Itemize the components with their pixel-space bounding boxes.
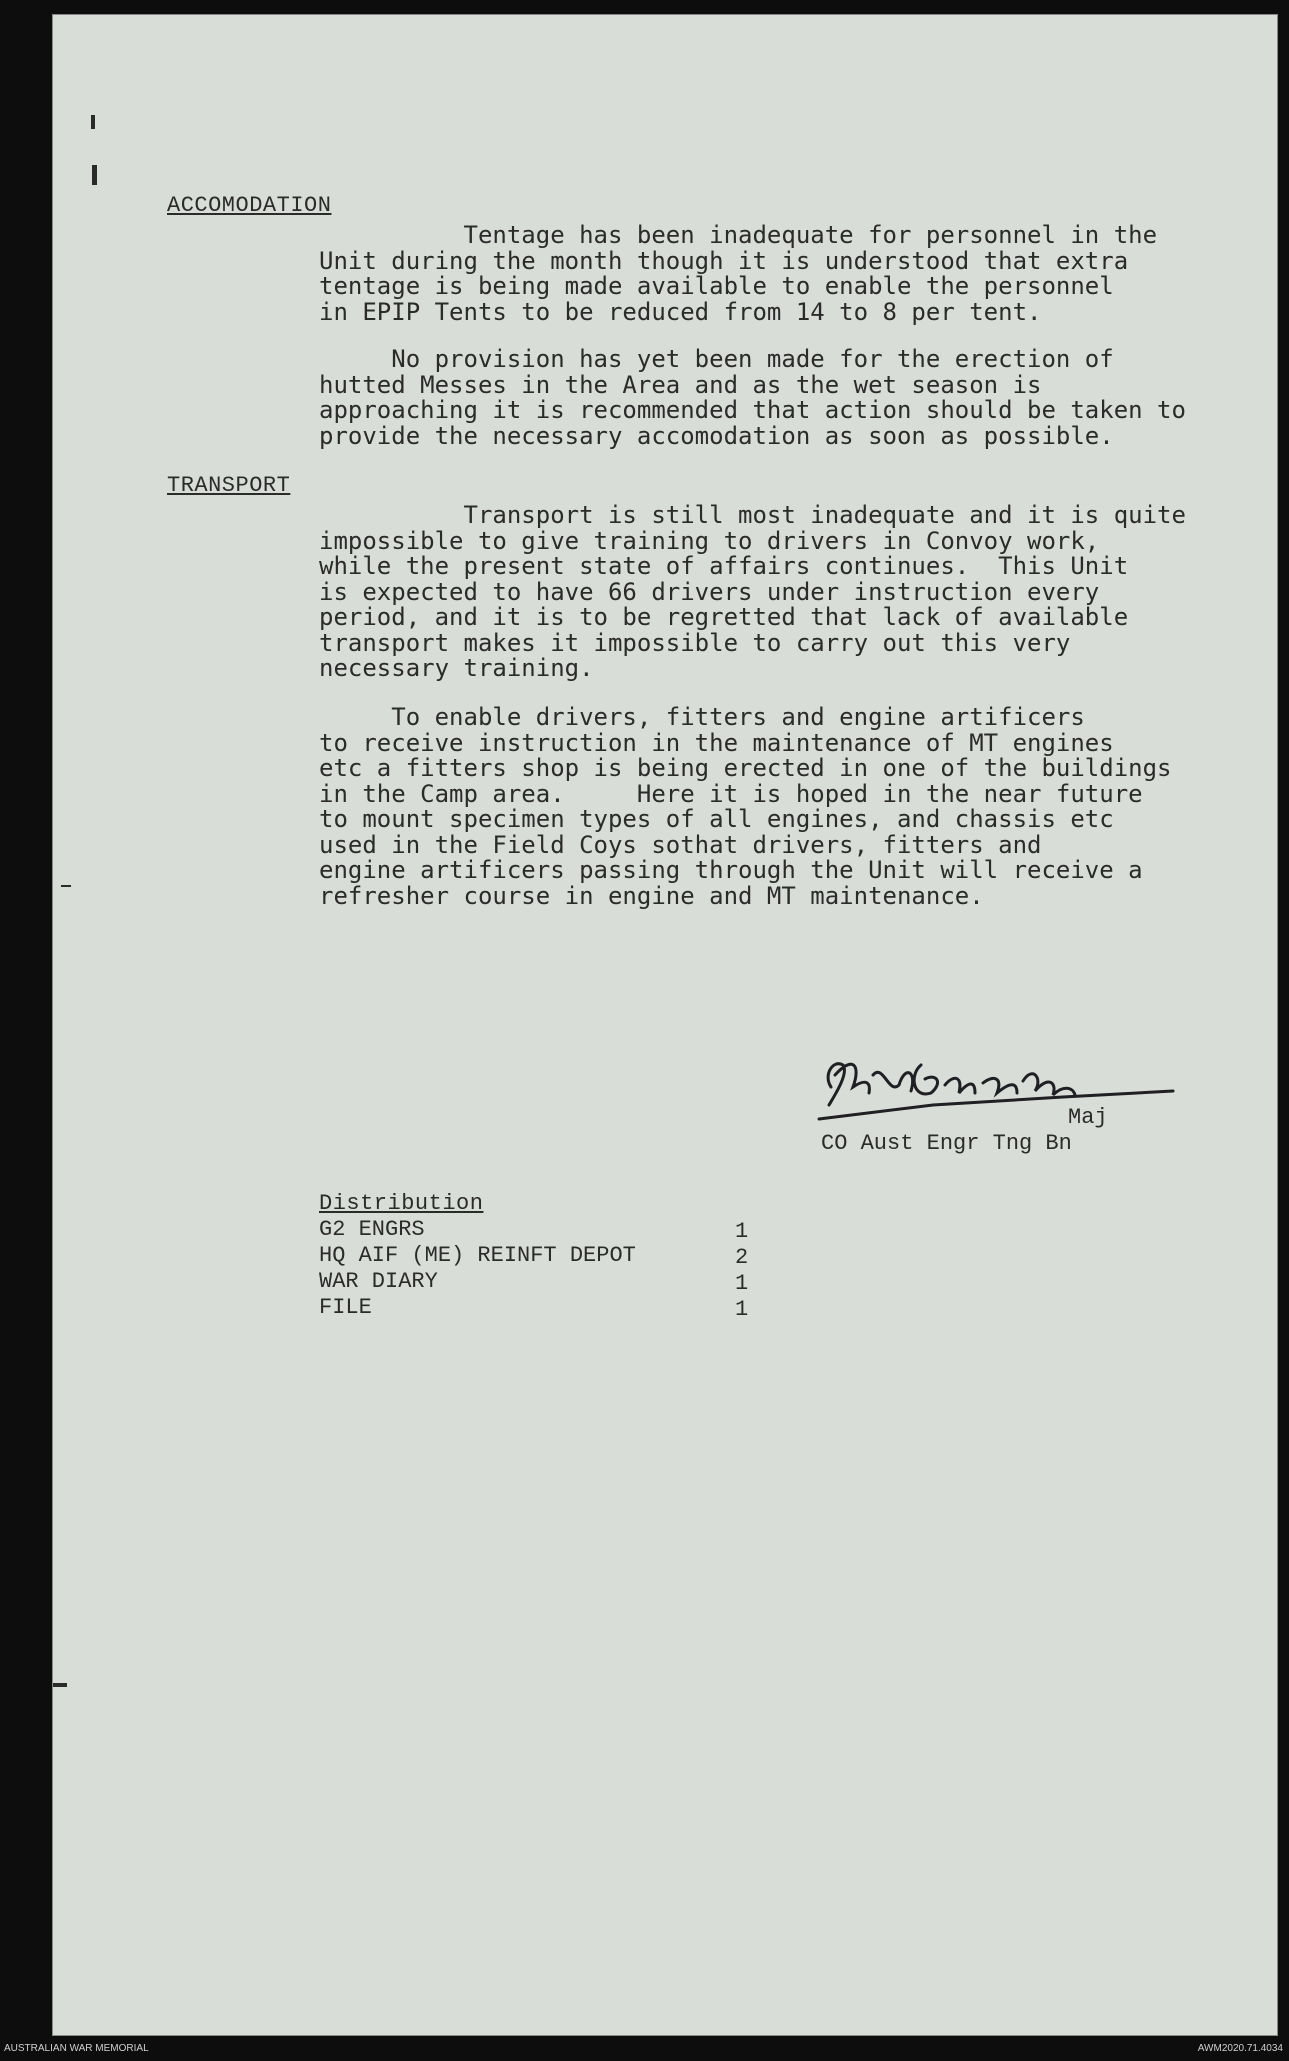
binding-mark: [53, 1683, 67, 1687]
handwritten-signature: [813, 1035, 1183, 1135]
distribution-heading: Distribution: [319, 1191, 484, 1216]
distribution-recipient: G2 ENGRS: [319, 1217, 425, 1242]
footer-institution: AUSTRALIAN WAR MEMORIAL: [4, 2043, 149, 2054]
signature-block: [813, 1035, 1183, 1165]
distribution-copies: 1: [735, 1271, 749, 1296]
binding-mark: [61, 885, 71, 887]
section-heading-accomodation: ACCOMODATION: [167, 193, 332, 218]
distribution-copies: 2: [735, 1245, 749, 1270]
paragraph-transport: Transport is still most inadequate and it is quite impossible to give training to drivers in Convoy work, while the present state of affairs continues. This Unit is expected to have 66 drivers under instruction every period, and it is to be regretted that lack of available transport makes it impossible to carry out this very necessary training.: [319, 501, 1186, 682]
distribution-recipient: FILE: [319, 1295, 372, 1320]
distribution-recipient: WAR DIARY: [319, 1269, 438, 1294]
signature-title: CO Aust Engr Tng Bn: [821, 1131, 1072, 1156]
distribution-copies: 1: [735, 1219, 749, 1244]
signature-rank: Maj: [1068, 1105, 1108, 1130]
binding-mark: [91, 115, 95, 129]
distribution-recipient: HQ AIF (ME) REINFT DEPOT: [319, 1243, 636, 1268]
paragraph-messes: No provision has yet been made for the erection of hutted Messes in the Area and as the wet season is approaching it is recommended that action should be taken to provide the necessary accomodation as soon as possible.: [319, 345, 1186, 450]
document-page: [52, 14, 1278, 2036]
section-heading-transport: TRANSPORT: [167, 473, 291, 498]
distribution-copies: 1: [735, 1297, 749, 1322]
paragraph-tentage: Tentage has been inadequate for personnel in the Unit during the month though it is understood that extra tentage is being made available to enable the personnel in EPIP Tents to be reduced from 14 to 8 per tent.: [319, 221, 1158, 326]
footer-accession-number: AWM2020.71.4034: [1197, 2043, 1283, 2054]
binding-mark: [92, 165, 97, 185]
paragraph-fitters-shop: To enable drivers, fitters and engine artificers to receive instruction in the maintenance of MT engines etc a fitters shop is being erected in one of the buildings in the Camp area. Here it is hoped in the near future to mount specimen types of all engines, and chassis etc used in the Field Coys sothat drivers, fitters and engine artificers passing through the Unit will receive a refresher course in engine and MT maintenance.: [319, 703, 1172, 910]
